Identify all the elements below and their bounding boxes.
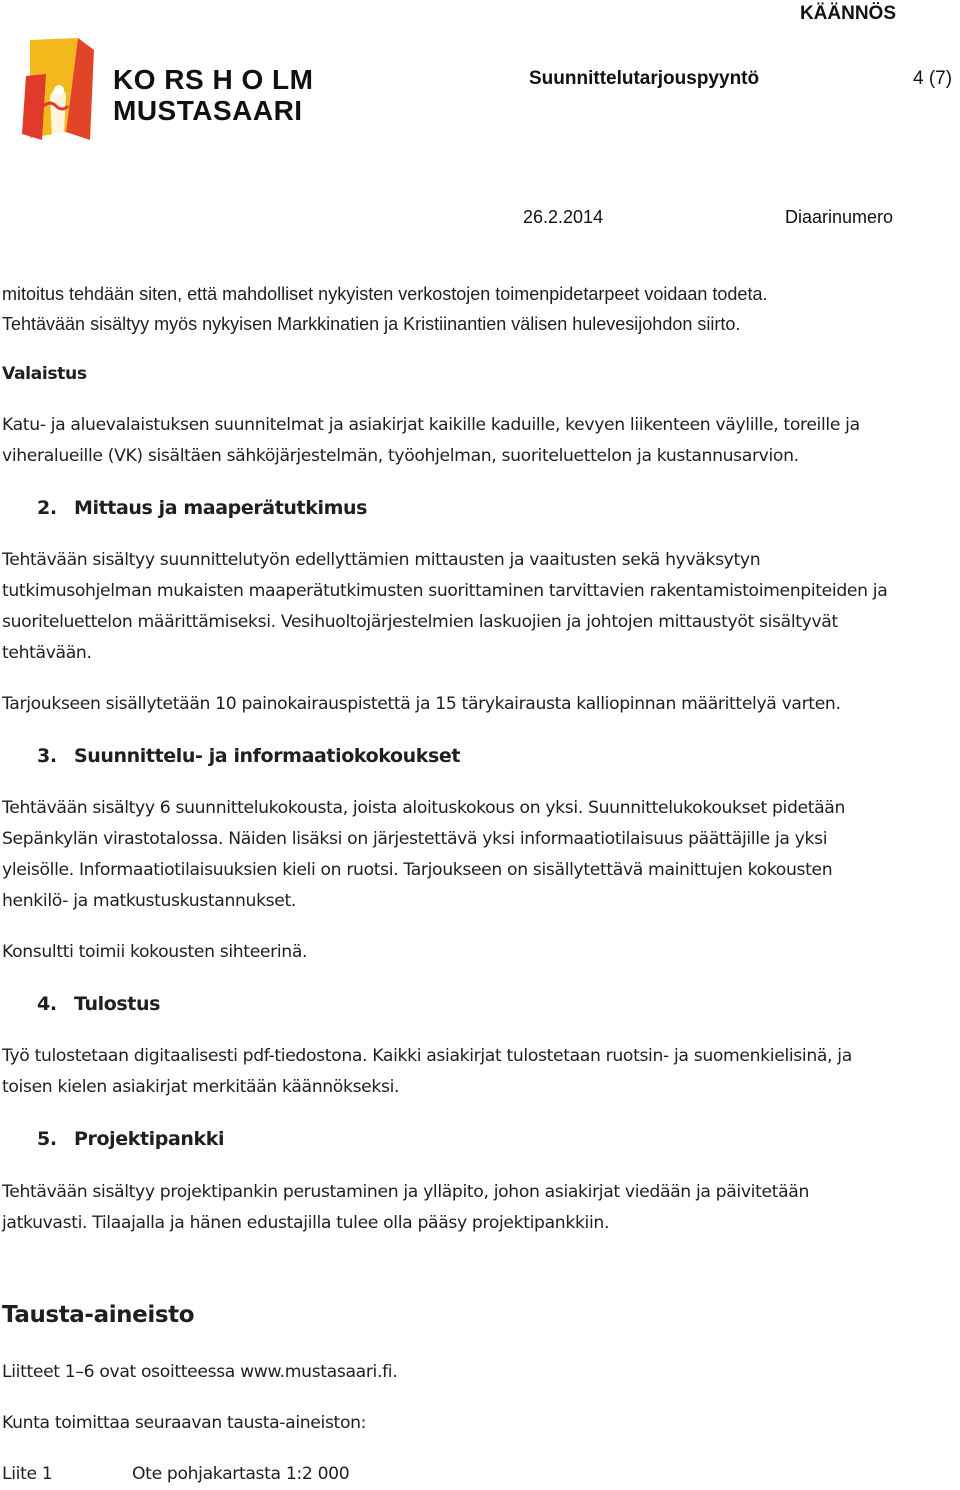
tausta-p1: Liitteet 1–6 ovat osoitteessa www.mustasaari.fi. [2, 1362, 398, 1382]
intro-line-1: mitoitus tehdään siten, että mahdolliset nykyisten verkostojen toimenpidetarpeet voidaan todeta. [2, 284, 768, 304]
document-date: 26.2.2014 [523, 207, 604, 227]
section-2-p1-line-1: Tehtävään sisältyy suunnittelutyön edellyttämien mittausten ja vaaitusten sekä hyväksytyn [2, 550, 761, 570]
valaistus-line-2: viheralueille (VK) sisältäen sähköjärjestelmän, työohjelman, suoriteluettelon ja kustannusarvion. [2, 446, 799, 466]
section-3-number: 3. [37, 745, 57, 767]
section-2-title: Mittaus ja maaperätutkimus [74, 497, 367, 519]
section-2-p1-line-3: suoriteluettelon määrittämiseksi. Vesihuoltojärjestelmien laskuojien ja johtojen mittaustyöt sisältyvät [2, 612, 838, 632]
section-2-number: 2. [37, 497, 57, 519]
page-number: 4 (7) [913, 68, 953, 89]
section-5-number: 5. [37, 1128, 57, 1150]
section-5-p1-line-1: Tehtävään sisältyy projektipankin perustaminen ja ylläpito, johon asiakirjat viedään ja päivitetään [2, 1182, 810, 1202]
intro-line-2: Tehtävään sisältyy myös nykyisen Markkinatien ja Kristiinantien välisen hulevesijohdon siirto. [2, 314, 741, 334]
diary-number: Diaarinumero [785, 207, 894, 227]
section-3-p1-line-3: yleisölle. Informaatiotilaisuuksien kieli on ruotsi. Tarjoukseen on sisällytettävä mainittujen kokousten [2, 860, 833, 880]
valaistus-line-1: Katu- ja aluevalaistuksen suunnitelmat ja asiakirjat kaikille kaduille, kevyen liikenteen väylille, toreille ja [2, 415, 860, 435]
section-5-p1-line-2: jatkuvasti. Tilaajalla ja hänen edustajilla tulee olla pääsy projektipankkiin. [2, 1213, 610, 1233]
section-2-p2: Tarjoukseen sisällytetään 10 painokairauspistettä ja 15 tärykairausta kalliopinnan määrittelyä varten. [2, 694, 841, 714]
section-3-p1-line-4: henkilö- ja matkustuskustannukset. [2, 891, 297, 911]
logo-line-2: MUSTASAARI [113, 95, 303, 126]
tausta-heading: Tausta-aineisto [2, 1302, 195, 1328]
section-2-p1-line-2: tutkimusohjelman mukaisten maaperätutkimusten suorittaminen tarvittavien rakentamistoimenpiteiden ja [2, 581, 888, 601]
logo-wordmark [113, 64, 313, 126]
document-title: Suunnittelutarjouspyyntö [529, 68, 760, 89]
section-5-title: Projektipankki [74, 1128, 225, 1150]
section-4-p1-line-2: toisen kielen asiakirjat merkitään käännökseksi. [2, 1077, 400, 1097]
tausta-p2: Kunta toimittaa seuraavan tausta-aineiston: [2, 1413, 367, 1433]
section-4-title: Tulostus [74, 993, 160, 1015]
liite-label: Liite 1 [2, 1464, 53, 1484]
section-3-title: Suunnittelu- ja informaatiokokoukset [74, 745, 461, 767]
logo-line-1: KO RS H O LM [113, 64, 314, 95]
section-2-p1-line-4: tehtävään. [2, 643, 92, 663]
section-4-p1-line-1: Työ tulostetaan digitaalisesti pdf-tiedostona. Kaikki asiakirjat tulostetaan ruotsin- ja suomenkielisinä, ja [2, 1046, 852, 1066]
liite-description: Ote pohjakartasta 1:2 000 [132, 1464, 350, 1484]
section-4-number: 4. [37, 993, 57, 1015]
valaistus-heading: Valaistus [2, 364, 87, 384]
municipality-logo [20, 36, 98, 144]
section-3-p1-line-2: Sepänkylän virastotalossa. Näiden lisäksi on järjestettävä yksi informaatiotilaisuus päättäjille ja yksi [2, 829, 828, 849]
section-3-p2: Konsultti toimii kokousten sihteerinä. [2, 942, 308, 962]
translation-stamp: KÄÄNNÖS [799, 3, 896, 24]
section-3-p1-line-1: Tehtävään sisältyy 6 suunnittelukokousta, joista aloituskokous on yksi. Suunnittelukokoukset pidetään [2, 798, 846, 818]
